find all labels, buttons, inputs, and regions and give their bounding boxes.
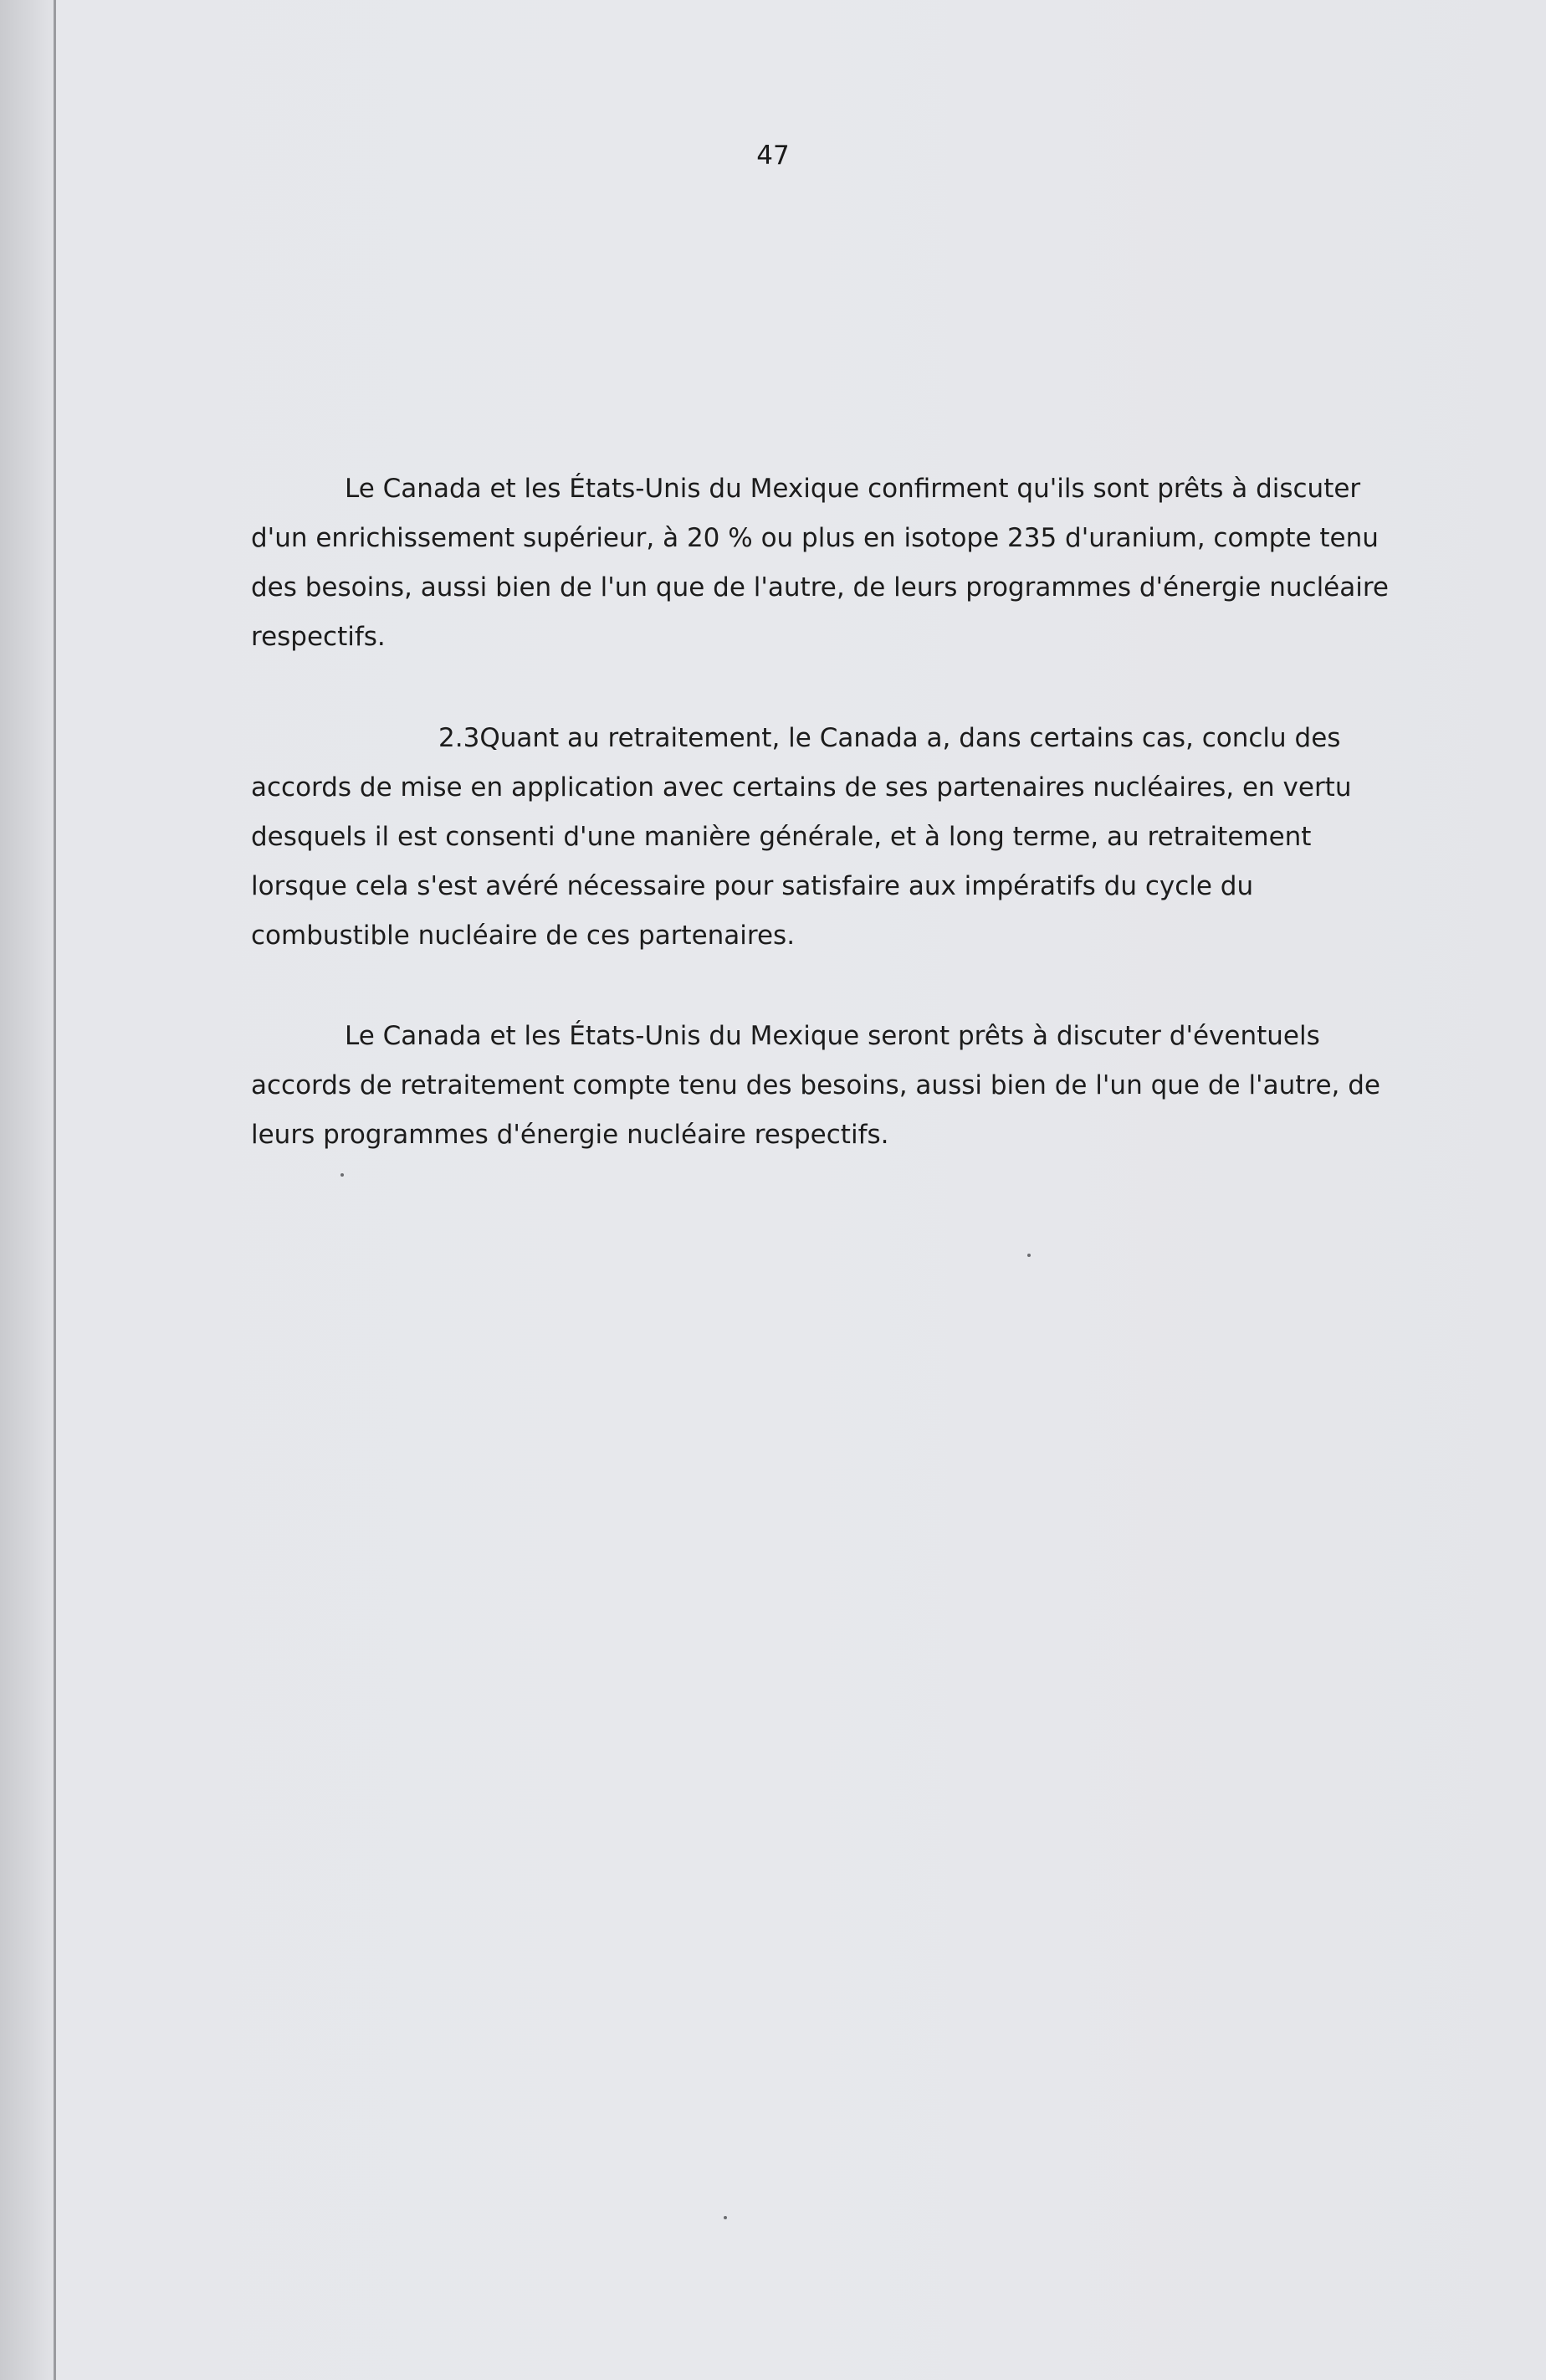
paragraph-2-text: Quant au retraitement, le Canada a, dans certains cas, conclu des accords de mise en application avec certains de ses partenaires nucléaires, en vertu desquels il est consenti d'une manière générale, et à long terme, au retraitement lorsque cela s'est avéré nécessaire pour satisfaire aux impératifs du cycle du combustible nucléaire de ces partenaires. — [251, 723, 1352, 951]
paper-speck — [724, 2216, 727, 2219]
paper-speck — [340, 1173, 344, 1177]
paragraph-1 — [251, 464, 1389, 662]
paragraph-1-text: Le Canada et les États-Unis du Mexique confirment qu'ils sont prêts à discuter d'un enrichissement supérieur, à 20 % ou plus en isotope 235 d'uranium, compte tenu des besoins, aussi bien de l'un que de l'autre, de leurs programmes d'énergie nucléaire respectifs. — [251, 474, 1390, 652]
paragraph-3-text: Le Canada et les États-Unis du Mexique seront prêts à discuter d'éventuels accords de retraitement compte tenu des besoins, aussi bien de l'un que de l'autre, de leurs programmes d'énergie nucléaire respectifs. — [251, 1021, 1380, 1150]
section-number: 2.3 — [438, 723, 480, 753]
page-binding-shadow — [0, 0, 54, 2380]
paper-speck — [1027, 1254, 1031, 1257]
page-number: 47 — [756, 141, 790, 171]
page-binding-edge — [54, 0, 56, 2380]
paragraph-2-body — [251, 714, 1389, 961]
paragraph-3 — [251, 1012, 1389, 1160]
paragraph-2 — [251, 714, 1389, 961]
